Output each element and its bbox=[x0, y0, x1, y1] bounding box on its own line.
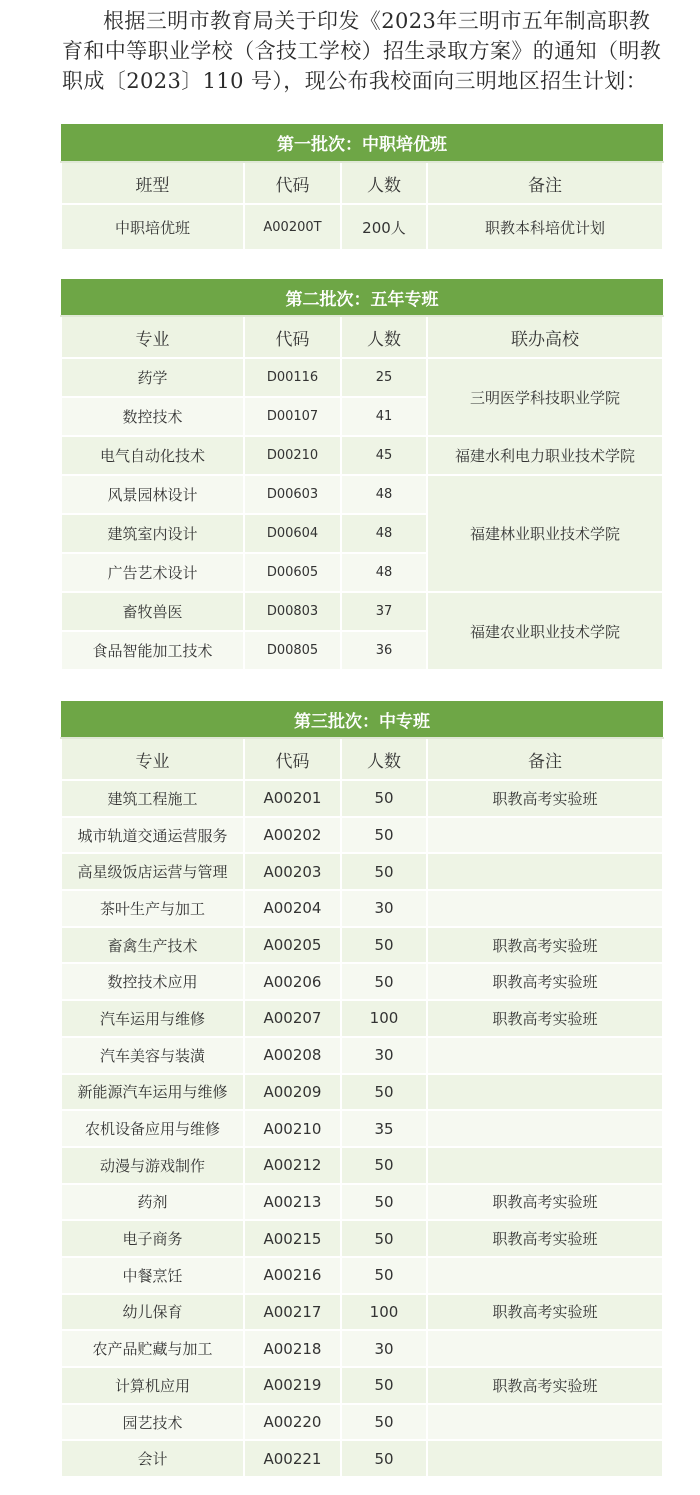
count-cell: 25 bbox=[341, 358, 427, 397]
major-cell: 幼儿保育 bbox=[61, 1294, 244, 1331]
table-row bbox=[61, 817, 663, 854]
count-cell: 200人 bbox=[341, 204, 427, 250]
header-note: 备注 bbox=[427, 738, 663, 780]
table-row bbox=[61, 1294, 663, 1331]
table-row bbox=[61, 1000, 663, 1037]
note-cell bbox=[427, 817, 663, 854]
code-cell: D00210 bbox=[244, 436, 341, 475]
count-cell: 50 bbox=[341, 927, 427, 964]
count-cell: 30 bbox=[341, 890, 427, 927]
code-cell: A00218 bbox=[244, 1330, 341, 1367]
header-count: 人数 bbox=[341, 162, 427, 204]
table-row bbox=[61, 890, 663, 927]
code-cell: D00107 bbox=[244, 397, 341, 436]
table-row bbox=[61, 1404, 663, 1441]
table-row bbox=[61, 1074, 663, 1111]
count-cell: 30 bbox=[341, 1330, 427, 1367]
major-cell: 电子商务 bbox=[61, 1220, 244, 1257]
code-cell: A00203 bbox=[244, 853, 341, 890]
header-class-type: 班型 bbox=[61, 162, 244, 204]
code-cell: A00210 bbox=[244, 1110, 341, 1147]
code-cell: A00200T bbox=[244, 204, 341, 250]
major-cell: 汽车美容与装潢 bbox=[61, 1037, 244, 1074]
table-row bbox=[61, 1367, 663, 1404]
batch1-table bbox=[60, 124, 664, 251]
major-cell: 风景园林设计 bbox=[61, 475, 244, 514]
table-row bbox=[61, 963, 663, 1000]
table-row bbox=[61, 1257, 663, 1294]
major-cell: 药剂 bbox=[61, 1184, 244, 1221]
table-row bbox=[61, 475, 663, 514]
code-cell: A00204 bbox=[244, 890, 341, 927]
code-cell: D00803 bbox=[244, 592, 341, 631]
class-type-cell: 中职培优班 bbox=[61, 204, 244, 250]
count-cell: 100 bbox=[341, 1294, 427, 1331]
major-cell: 茶叶生产与加工 bbox=[61, 890, 244, 927]
count-cell: 30 bbox=[341, 1037, 427, 1074]
count-cell: 36 bbox=[341, 631, 427, 670]
count-cell: 50 bbox=[341, 853, 427, 890]
batch2-title: 第二批次：五年专班 bbox=[61, 279, 663, 316]
partner-college-cell: 福建农业职业技术学院 bbox=[427, 592, 663, 670]
header-code: 代码 bbox=[244, 162, 341, 204]
major-cell: 畜牧兽医 bbox=[61, 592, 244, 631]
code-cell: A00221 bbox=[244, 1440, 341, 1477]
count-cell: 50 bbox=[341, 1074, 427, 1111]
code-cell: A00208 bbox=[244, 1037, 341, 1074]
count-cell: 50 bbox=[341, 817, 427, 854]
table-row bbox=[61, 592, 663, 631]
major-cell: 农机设备应用与维修 bbox=[61, 1110, 244, 1147]
count-cell: 50 bbox=[341, 963, 427, 1000]
code-cell: A00202 bbox=[244, 817, 341, 854]
count-cell: 50 bbox=[341, 1220, 427, 1257]
code-cell: A00215 bbox=[244, 1220, 341, 1257]
table-row bbox=[61, 358, 663, 397]
code-cell: A00206 bbox=[244, 963, 341, 1000]
major-cell: 动漫与游戏制作 bbox=[61, 1147, 244, 1184]
note-cell bbox=[427, 1257, 663, 1294]
note-cell bbox=[427, 1037, 663, 1074]
table-row bbox=[61, 1110, 663, 1147]
table-row bbox=[61, 927, 663, 964]
code-cell: A00205 bbox=[244, 927, 341, 964]
code-cell: A00216 bbox=[244, 1257, 341, 1294]
count-cell: 48 bbox=[341, 553, 427, 592]
count-cell: 50 bbox=[341, 780, 427, 817]
major-cell: 园艺技术 bbox=[61, 1404, 244, 1441]
count-cell: 37 bbox=[341, 592, 427, 631]
table-row bbox=[61, 853, 663, 890]
header-count: 人数 bbox=[341, 738, 427, 780]
count-cell: 35 bbox=[341, 1110, 427, 1147]
batch2-table bbox=[60, 279, 664, 671]
note-cell: 职教本科培优计划 bbox=[427, 204, 663, 250]
partner-college-cell: 福建林业职业技术学院 bbox=[427, 475, 663, 592]
code-cell: A00219 bbox=[244, 1367, 341, 1404]
major-cell: 高星级饭店运营与管理 bbox=[61, 853, 244, 890]
note-cell: 职教高考实验班 bbox=[427, 1220, 663, 1257]
table-row bbox=[61, 436, 663, 475]
partner-college-cell: 福建水利电力职业技术学院 bbox=[427, 436, 663, 475]
intro-paragraph: 根据三明市教育局关于印发《2023年三明市五年制高职教育和中等职业学校（含技工学校）招生录取方案》的通知（明教职成〔2023〕110 号），现公布我校面向三明地区招生计划： bbox=[62, 9, 662, 93]
count-cell: 41 bbox=[341, 397, 427, 436]
batch3-title: 第三批次：中专班 bbox=[61, 701, 663, 738]
batch1-title: 第一批次：中职培优班 bbox=[61, 124, 663, 162]
header-code: 代码 bbox=[244, 738, 341, 780]
major-cell: 食品智能加工技术 bbox=[61, 631, 244, 670]
note-cell bbox=[427, 1147, 663, 1184]
code-cell: A00217 bbox=[244, 1294, 341, 1331]
count-cell: 50 bbox=[341, 1257, 427, 1294]
count-cell: 48 bbox=[341, 514, 427, 553]
count-cell: 50 bbox=[341, 1184, 427, 1221]
partner-college-cell: 三明医学科技职业学院 bbox=[427, 358, 663, 436]
table-row bbox=[61, 1037, 663, 1074]
note-cell: 职教高考实验班 bbox=[427, 780, 663, 817]
header-code: 代码 bbox=[244, 316, 341, 358]
code-cell: A00212 bbox=[244, 1147, 341, 1184]
header-major: 专业 bbox=[61, 738, 244, 780]
code-cell: A00220 bbox=[244, 1404, 341, 1441]
major-cell: 新能源汽车运用与维修 bbox=[61, 1074, 244, 1111]
note-cell: 职教高考实验班 bbox=[427, 927, 663, 964]
count-cell: 48 bbox=[341, 475, 427, 514]
major-cell: 电气自动化技术 bbox=[61, 436, 244, 475]
note-cell bbox=[427, 1110, 663, 1147]
count-cell: 50 bbox=[341, 1147, 427, 1184]
header-major: 专业 bbox=[61, 316, 244, 358]
count-cell: 50 bbox=[341, 1440, 427, 1477]
table-row bbox=[61, 780, 663, 817]
note-cell bbox=[427, 1404, 663, 1441]
header-partner-college: 联办高校 bbox=[427, 316, 663, 358]
batch3-table bbox=[60, 701, 664, 1478]
note-cell bbox=[427, 1330, 663, 1367]
note-cell: 职教高考实验班 bbox=[427, 1000, 663, 1037]
note-cell: 职教高考实验班 bbox=[427, 963, 663, 1000]
code-cell: D00604 bbox=[244, 514, 341, 553]
note-cell: 职教高考实验班 bbox=[427, 1184, 663, 1221]
major-cell: 数控技术 bbox=[61, 397, 244, 436]
table-row bbox=[61, 204, 663, 250]
major-cell: 会计 bbox=[61, 1440, 244, 1477]
note-cell: 职教高考实验班 bbox=[427, 1367, 663, 1404]
code-cell: A00207 bbox=[244, 1000, 341, 1037]
code-cell: A00209 bbox=[244, 1074, 341, 1111]
table-row bbox=[61, 1330, 663, 1367]
count-cell: 100 bbox=[341, 1000, 427, 1037]
major-cell: 中餐烹饪 bbox=[61, 1257, 244, 1294]
note-cell bbox=[427, 853, 663, 890]
table-row bbox=[61, 1184, 663, 1221]
code-cell: A00201 bbox=[244, 780, 341, 817]
count-cell: 50 bbox=[341, 1404, 427, 1441]
major-cell: 广告艺术设计 bbox=[61, 553, 244, 592]
code-cell: D00605 bbox=[244, 553, 341, 592]
note-cell bbox=[427, 890, 663, 927]
major-cell: 药学 bbox=[61, 358, 244, 397]
major-cell: 数控技术应用 bbox=[61, 963, 244, 1000]
major-cell: 计算机应用 bbox=[61, 1367, 244, 1404]
count-cell: 50 bbox=[341, 1367, 427, 1404]
major-cell: 汽车运用与维修 bbox=[61, 1000, 244, 1037]
major-cell: 畜禽生产技术 bbox=[61, 927, 244, 964]
note-cell bbox=[427, 1074, 663, 1111]
header-count: 人数 bbox=[341, 316, 427, 358]
code-cell: D00116 bbox=[244, 358, 341, 397]
code-cell: D00603 bbox=[244, 475, 341, 514]
major-cell: 建筑室内设计 bbox=[61, 514, 244, 553]
count-cell: 45 bbox=[341, 436, 427, 475]
header-note: 备注 bbox=[427, 162, 663, 204]
major-cell: 农产品贮藏与加工 bbox=[61, 1330, 244, 1367]
table-row bbox=[61, 1440, 663, 1477]
major-cell: 建筑工程施工 bbox=[61, 780, 244, 817]
table-row bbox=[61, 1220, 663, 1257]
code-cell: D00805 bbox=[244, 631, 341, 670]
note-cell bbox=[427, 1440, 663, 1477]
note-cell: 职教高考实验班 bbox=[427, 1294, 663, 1331]
code-cell: A00213 bbox=[244, 1184, 341, 1221]
major-cell: 城市轨道交通运营服务 bbox=[61, 817, 244, 854]
table-row bbox=[61, 1147, 663, 1184]
